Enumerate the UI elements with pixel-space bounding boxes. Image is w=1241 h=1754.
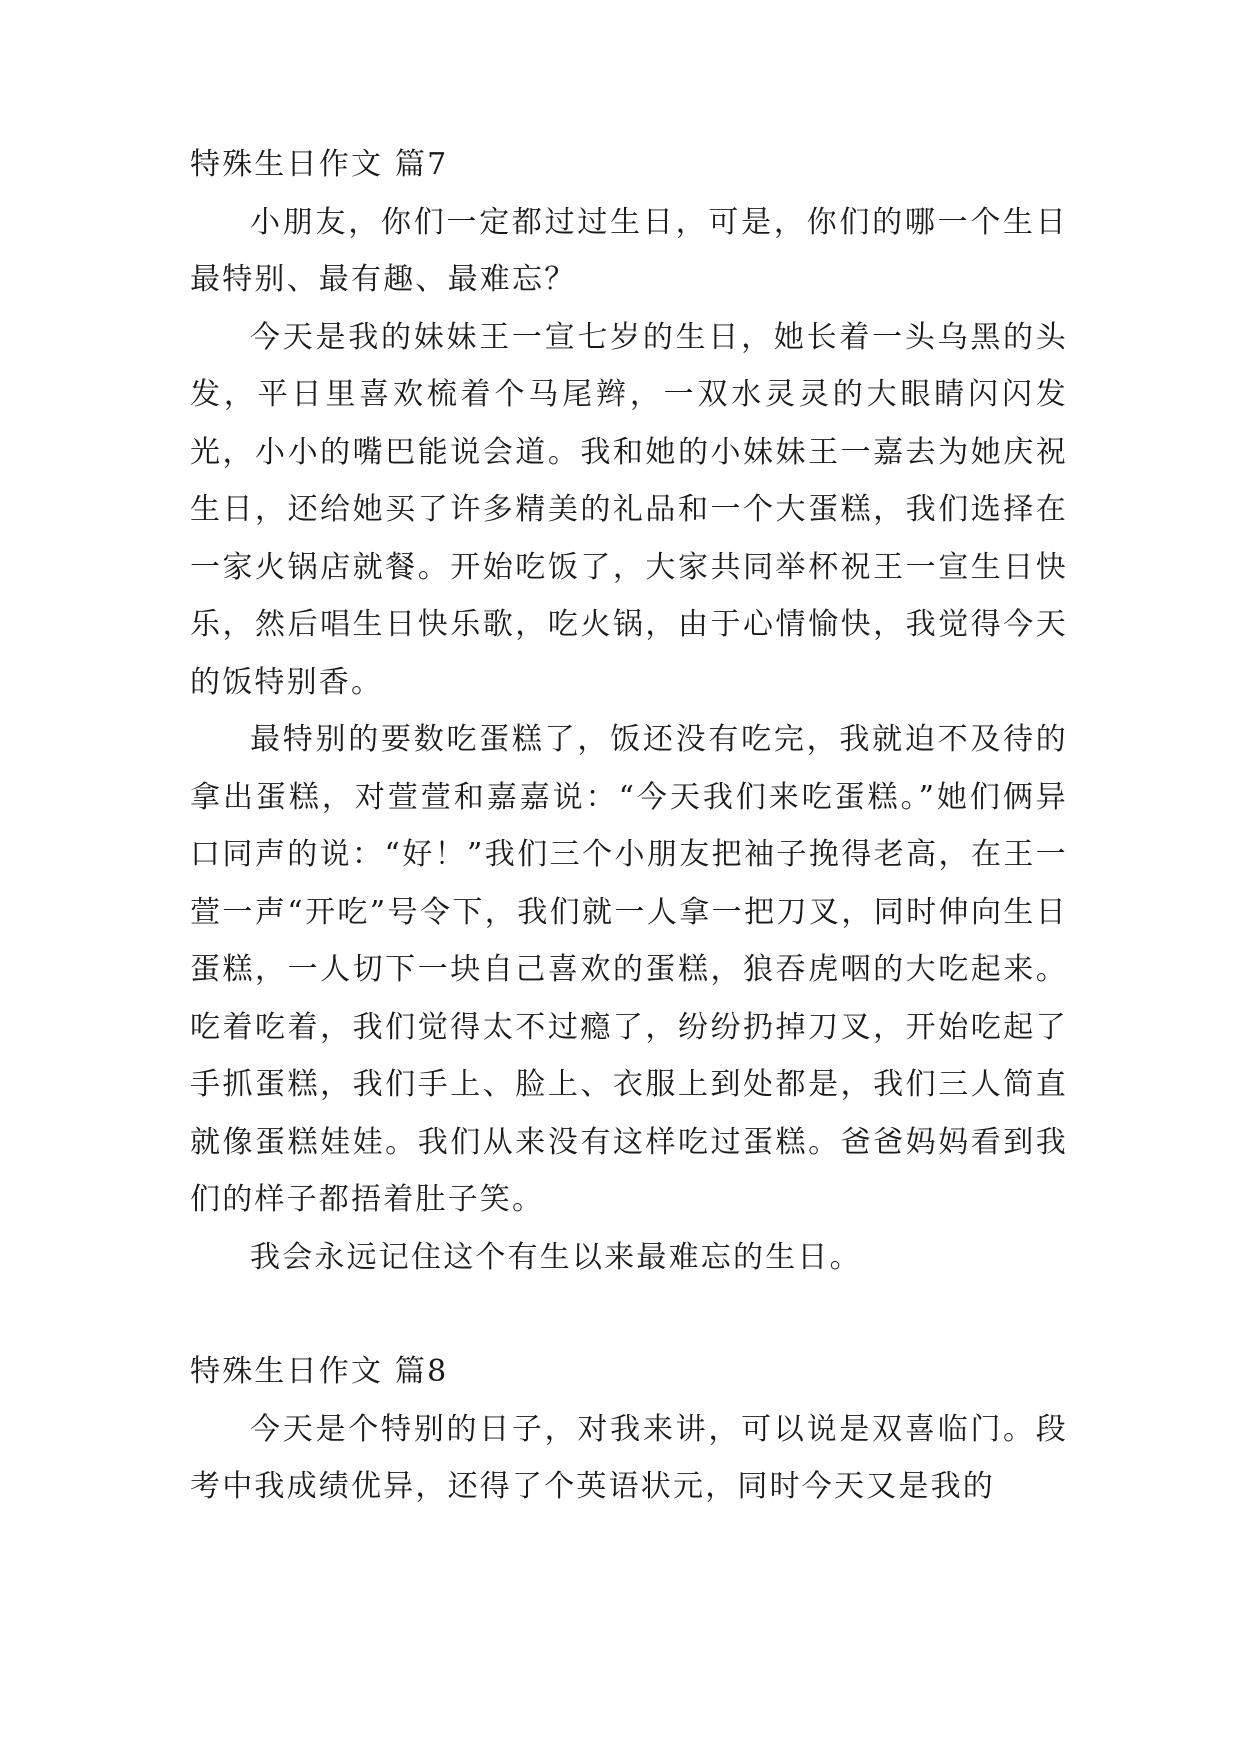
- section-spacer: [190, 1286, 1068, 1343]
- document-body: [190, 136, 1068, 1516]
- paragraph: 最特别的要数吃蛋糕了，饭还没有吃完，我就迫不及待的拿出蛋糕，对萱萱和嘉嘉说：“今天我们来吃蛋糕。”她们俩异口同声的说：“好！”我们三个小朋友把袖子挽得老高，在王一萱一声“开吃”号令下，我们就一人拿一把刀叉，同时伸向生日蛋糕，一人切下一块自己喜欢的蛋糕，狼吞虎咽的大吃起来。吃着吃着，我们觉得太不过瘾了，纷纷扔掉刀叉，开始吃起了手抓蛋糕，我们手上、脸上、衣服上到处都是，我们三人简直就像蛋糕娃娃。我们从来没有这样吃过蛋糕。爸爸妈妈看到我们的样子都捂着肚子笑。: [190, 722, 1068, 1217]
- paragraph: 今天是个特别的日子，对我来讲，可以说是双喜临门。段考中我成绩优异，还得了个英语状元，同时今天又是我的: [190, 1411, 1068, 1504]
- section-title: 特殊生日作文 篇8: [190, 1354, 449, 1389]
- section-title: 特殊生日作文 篇7: [190, 147, 449, 182]
- paragraph: 小朋友，你们一定都过过生日，可是，你们的哪一个生日最特别、最有趣、最难忘？: [190, 204, 1068, 297]
- essay-section-7: [190, 136, 1068, 1286]
- paragraph: 今天是我的妹妹王一宣七岁的生日，她长着一头乌黑的头发，平日里喜欢梳着个马尾辫，一双水灵灵的大眼睛闪闪发光，小小的嘴巴能说会道。我和她的小妹妹王一嘉去为她庆祝生日，还给她买了许多精美的礼品和一个大蛋糕，我们选择在一家火锅店就餐。开始吃饭了，大家共同举杯祝王一宣生日快乐，然后唱生日快乐歌，吃火锅，由于心情愉快，我觉得今天的饭特别香。: [190, 319, 1068, 700]
- essay-section-8: [190, 1343, 1068, 1516]
- paragraph: 我会永远记住这个有生以来最难忘的生日。: [250, 1239, 862, 1275]
